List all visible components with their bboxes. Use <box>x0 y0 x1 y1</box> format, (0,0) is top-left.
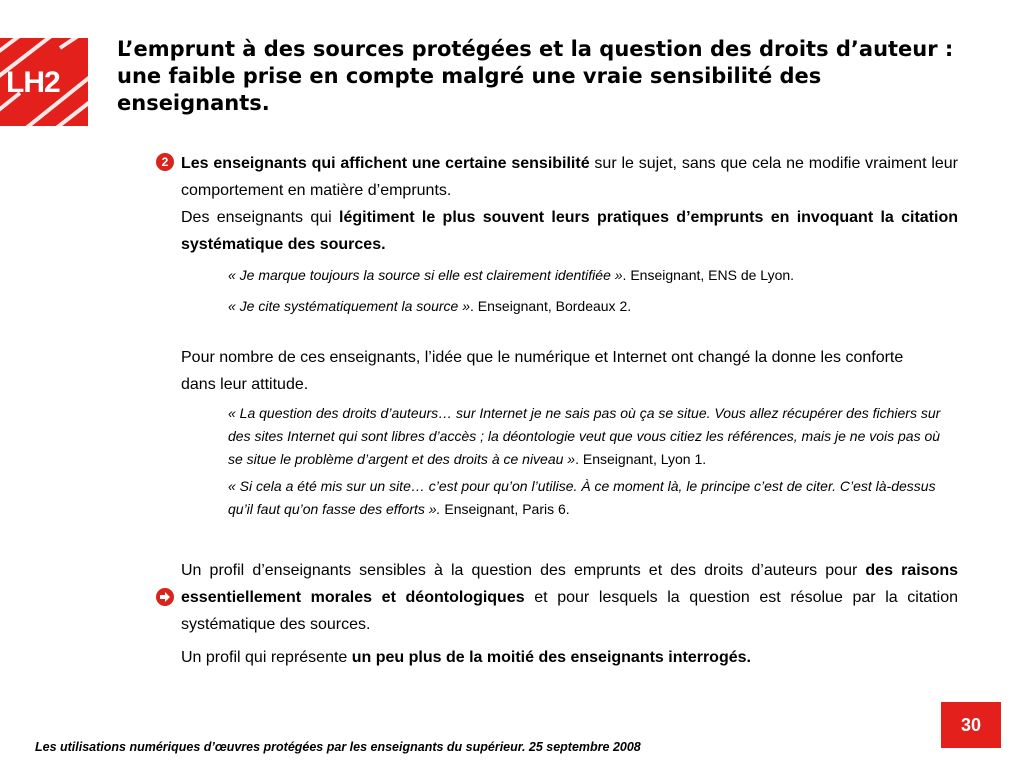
quote-bordeaux: « Je cite systématiquement la source ». Enseignant, Bordeaux 2. <box>228 298 632 314</box>
slide-content <box>181 150 958 671</box>
lh2-logo <box>0 38 88 126</box>
paragraph-sensibilite: Les enseignants qui affichent une certaine sensibilité sur le sujet, sans que cela ne modifie vraiment leur comportement en matière d’emprunts. <box>181 155 959 199</box>
paragraph-legitiment: Des enseignants qui légitiment le plus souvent leurs pratiques d’emprunts en invoquant la citation systématique des sources. <box>181 209 958 253</box>
page-number: 30 <box>941 702 1001 748</box>
paragraph-numerique: Pour nombre de ces enseignants, l’idée que le numérique et Internet ont changé la donne les conforte dans leur attitude. <box>181 349 904 393</box>
quote-lyon1: « La question des droits d’auteurs… sur Internet je ne sais pas où ça se situe. Vous allez récupérer des fichiers sur des sites Internet qui sont libres d’accès ; la déontologie veut que vous citiez les références, mais je ne vois pas où se situe le problème d’argent et des droits à ce niveau ». Enseignant, Lyon 1. <box>228 405 941 467</box>
footer-text: Les utilisations numériques d’œuvres protégées par les enseignants du supérieur. 25 septembre 2008 <box>35 740 641 754</box>
page-title: L’emprunt à des sources protégées et la question des droits d’auteur : une faible prise en compte malgré une vraie sensibilité des enseignants. <box>117 37 954 115</box>
quote-ens-lyon: « Je marque toujours la source si elle est clairement identifiée ». Enseignant, ENS de Lyon. <box>228 267 795 283</box>
paragraph-moitie: Un profil qui représente un peu plus de la moitié des enseignants interrogés. <box>181 649 751 666</box>
numbered-bullet-icon: 2 <box>156 153 174 171</box>
paragraph-profil: Un profil d’enseignants sensibles à la question des emprunts et des droits d’auteurs pour des raisons essentiellement morales et déontologiques et pour lesquels la question est résolue par la citation systématique des sources. <box>181 562 959 633</box>
logo-text: LH2 <box>6 66 60 99</box>
arrow-bullet-icon <box>156 588 174 606</box>
quote-paris6: « Si cela a été mis sur un site… c’est pour qu’on l’utilise. À ce moment là, le principe c’est de citer. C’est là-dessus qu’il faut qu’on fasse des efforts ». Enseignant, Paris 6. <box>228 478 936 517</box>
